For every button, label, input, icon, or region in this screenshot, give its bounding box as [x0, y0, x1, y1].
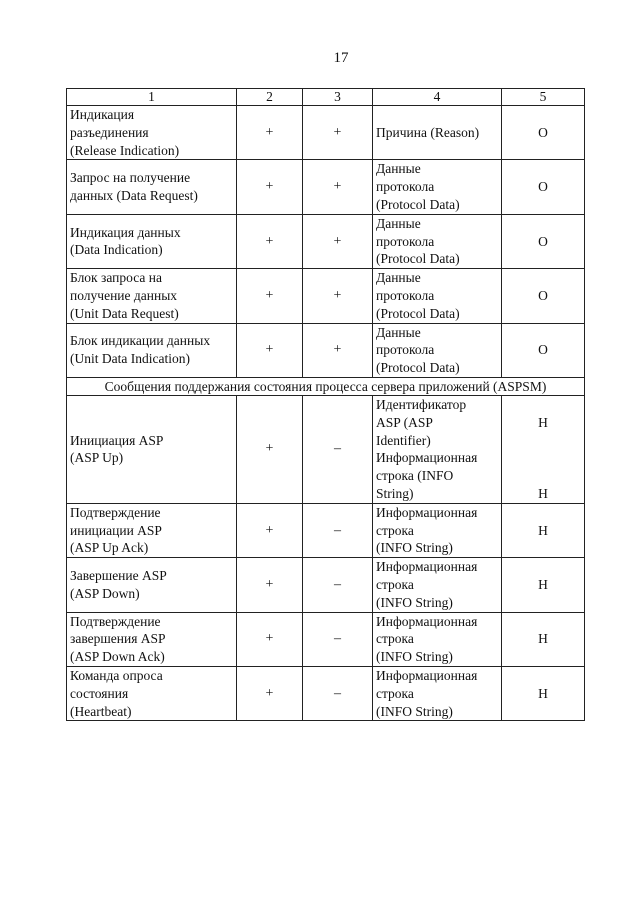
parameter-line: строка — [376, 522, 414, 538]
message-name-line: (ASP Up Ack) — [70, 540, 149, 556]
parameter-line: (Protocol Data) — [376, 196, 460, 212]
message-name-line: Подтверждение — [70, 504, 161, 520]
mandatory-optional-cell: О — [502, 323, 585, 377]
mandatory-optional-value — [505, 432, 581, 450]
mandatory-optional-cell: Н — [502, 558, 585, 612]
mandatory-optional-value — [505, 396, 581, 414]
header-cell-5: 5 — [502, 89, 585, 106]
parameter-cell — [373, 160, 502, 214]
parameter-line: Информационная — [376, 504, 478, 520]
parameter-cell — [373, 269, 502, 323]
message-name-cell — [67, 666, 237, 720]
mandatory-optional-cell: Н — [502, 612, 585, 666]
message-parameters-table — [66, 88, 585, 721]
message-name-cell — [67, 503, 237, 557]
header-row — [67, 89, 585, 106]
column-3-mark: – — [303, 666, 373, 720]
parameter-line: строка — [376, 576, 414, 592]
parameter-line: Identifier) — [376, 432, 431, 448]
parameter-cell — [373, 323, 502, 377]
message-name-cell — [67, 395, 237, 503]
column-3-mark: – — [303, 612, 373, 666]
parameter-cell — [373, 214, 502, 268]
message-name-line: данных (Data Request) — [70, 188, 198, 204]
message-name-cell — [67, 269, 237, 323]
message-name-line: разъединения — [70, 124, 149, 140]
column-3-mark: – — [303, 395, 373, 503]
column-3-mark: – — [303, 503, 373, 557]
parameter-line: (Protocol Data) — [376, 360, 460, 376]
message-name-line: Подтверждение — [70, 613, 161, 629]
parameter-line: Данные — [376, 270, 421, 286]
message-name-cell — [67, 558, 237, 612]
column-3-mark: + — [303, 214, 373, 268]
parameter-line: строка — [376, 685, 414, 701]
parameter-line: (Protocol Data) — [376, 305, 460, 321]
parameter-line: ASP (ASP — [376, 414, 433, 430]
message-name-line: (ASP Down) — [70, 585, 140, 601]
mandatory-optional-value: Н — [538, 414, 548, 430]
mandatory-optional-value — [505, 467, 581, 485]
parameter-line: Информационная — [376, 667, 478, 683]
mandatory-optional-cell: О — [502, 106, 585, 160]
column-2-mark: + — [237, 160, 303, 214]
message-name-cell — [67, 612, 237, 666]
column-2-mark: + — [237, 214, 303, 268]
message-name-line: завершения ASP — [70, 631, 166, 647]
parameter-line: строка — [376, 631, 414, 647]
message-name-line: состояния — [70, 685, 129, 701]
message-name-line: Блок индикации данных — [70, 333, 211, 349]
mandatory-optional-cell: О — [502, 269, 585, 323]
message-name-line: Блок запроса на — [70, 270, 162, 286]
message-name-line: Индикация данных — [70, 224, 181, 240]
parameter-line: Данные — [376, 161, 421, 177]
message-name-line: Запрос на получение — [70, 170, 191, 186]
table-row-asp-up-ack — [67, 503, 585, 557]
column-2-mark: + — [237, 323, 303, 377]
column-3-mark: + — [303, 160, 373, 214]
mandatory-optional-cell: О — [502, 160, 585, 214]
parameter-line: (INFO String) — [376, 649, 453, 665]
message-name-line: Инициация ASP — [70, 432, 164, 448]
table-row-data-request — [67, 160, 585, 214]
table-row-data-indication — [67, 214, 585, 268]
column-3-mark: + — [303, 106, 373, 160]
table-row-asp-down-ack — [67, 612, 585, 666]
message-name-line: (ASP Down Ack) — [70, 649, 165, 665]
message-name-line: Индикация — [70, 107, 135, 122]
table-row-unit-data-request — [67, 269, 585, 323]
parameter-line: Данные — [376, 215, 421, 231]
section-title: Сообщения поддержания состояния процесса сервера приложений (ASPSM) — [67, 377, 585, 395]
message-name-cell — [67, 323, 237, 377]
parameter-cell — [373, 612, 502, 666]
parameter-line: (INFO String) — [376, 594, 453, 610]
mandatory-optional-cell: Н — [502, 503, 585, 557]
parameter-line: протокола — [376, 179, 435, 195]
column-3-mark: + — [303, 269, 373, 323]
table-row-asp-up — [67, 395, 585, 503]
message-name-line: инициации ASP — [70, 522, 162, 538]
mandatory-optional-cell: Н — [502, 666, 585, 720]
message-name-line: (ASP Up) — [70, 450, 124, 466]
page-number: 17 — [333, 50, 349, 66]
parameter-line: Информационная — [376, 450, 478, 466]
table-row-asp-down — [67, 558, 585, 612]
parameter-line: Идентификатор — [376, 396, 467, 412]
mandatory-optional-cell: О — [502, 214, 585, 268]
table-row-release-indication — [67, 106, 585, 160]
mandatory-optional-value: Н — [538, 485, 548, 501]
message-name-line: получение данных — [70, 287, 178, 303]
message-name-line: Команда опроса — [70, 667, 163, 683]
parameter-line: Причина (Reason) — [376, 124, 480, 140]
parameter-cell — [373, 395, 502, 503]
message-name-line: Завершение ASP — [70, 568, 167, 584]
message-name-cell — [67, 160, 237, 214]
mandatory-optional-cell — [502, 395, 585, 503]
column-2-mark: + — [237, 395, 303, 503]
column-2-mark: + — [237, 503, 303, 557]
message-name-line: (Data Indication) — [70, 242, 163, 258]
message-name-line: (Unit Data Indication) — [70, 351, 190, 367]
column-3-mark: + — [303, 323, 373, 377]
parameter-line: строка (INFO — [376, 468, 454, 484]
parameter-line: String) — [376, 485, 414, 501]
header-cell-4: 4 — [373, 89, 502, 106]
table-row-unit-data-indication — [67, 323, 585, 377]
parameter-cell — [373, 106, 502, 160]
parameter-line: протокола — [376, 287, 435, 303]
parameter-line: (INFO String) — [376, 540, 453, 556]
mandatory-optional-value — [505, 449, 581, 467]
parameter-cell — [373, 503, 502, 557]
message-name-line: (Unit Data Request) — [70, 305, 179, 321]
parameter-line: (Protocol Data) — [376, 251, 460, 267]
message-name-cell — [67, 106, 237, 160]
column-2-mark: + — [237, 558, 303, 612]
header-cell-3: 3 — [303, 89, 373, 106]
message-name-line: (Heartbeat) — [70, 703, 132, 719]
parameter-line: Данные — [376, 324, 421, 340]
parameter-cell — [373, 666, 502, 720]
parameter-cell — [373, 558, 502, 612]
header-cell-1: 1 — [67, 89, 237, 106]
column-2-mark: + — [237, 106, 303, 160]
section-header-row — [67, 377, 585, 395]
parameter-line: протокола — [376, 342, 435, 358]
parameter-line: (INFO String) — [376, 703, 453, 719]
parameter-line: Информационная — [376, 559, 478, 575]
column-2-mark: + — [237, 666, 303, 720]
column-3-mark: – — [303, 558, 373, 612]
column-2-mark: + — [237, 612, 303, 666]
parameter-line: Информационная — [376, 613, 478, 629]
column-2-mark: + — [237, 269, 303, 323]
header-cell-2: 2 — [237, 89, 303, 106]
table-row-heartbeat — [67, 666, 585, 720]
message-name-line: (Release Indication) — [70, 142, 180, 158]
parameter-line: протокола — [376, 233, 435, 249]
message-name-cell — [67, 214, 237, 268]
